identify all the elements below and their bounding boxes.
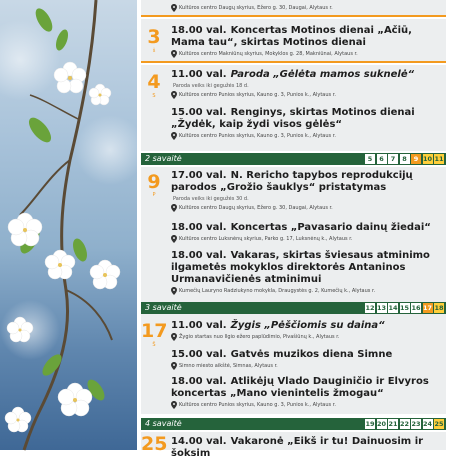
event-location (171, 333, 443, 341)
week-day-weekend: 11 (434, 155, 444, 163)
week-day-weekend: 10 (422, 155, 433, 163)
event-time: 18.00 val. (171, 250, 227, 261)
day-number: 9 (147, 171, 161, 193)
day-column (141, 167, 167, 319)
week-day: 19 (365, 420, 375, 428)
event-item (171, 222, 443, 243)
map-pin-icon (171, 4, 177, 12)
event-item (171, 69, 443, 99)
cherry-blossom-photo (0, 0, 137, 450)
week-day: 6 (377, 154, 387, 164)
week-day-strip (364, 154, 445, 164)
event-title (171, 349, 443, 361)
event-note: Paroda veiks iki gegužės 30 d. (173, 196, 249, 202)
event-name: N. Rericho tapybos reprodukcijų parodos „Grožio šauklys“ pristatymas (171, 170, 413, 193)
event-name: Koncertas „Pavasario dainų žiedai“ (230, 222, 431, 233)
event-title (171, 25, 443, 49)
week-day-strip (364, 303, 445, 313)
location-text: Kultūros centro Daugų skyrius, Ežero g. 30, Daugai, Alytaus r. (179, 5, 333, 11)
map-pin-icon (171, 132, 177, 140)
week-bar-4 (141, 418, 446, 430)
event-name: Žygis „Pėščiomis su daina“ (230, 320, 385, 331)
event-item (171, 107, 443, 140)
week-day-strip (364, 419, 445, 429)
event-item (171, 250, 443, 295)
day-abbreviation: P (152, 192, 156, 198)
event-title (171, 376, 443, 400)
map-pin-icon (171, 50, 177, 58)
event-name: Gatvės muzikos diena Simne (230, 349, 393, 360)
day-number: 17 (141, 320, 168, 342)
event-location (171, 4, 443, 12)
event-location (171, 235, 443, 243)
week-day-weekend: 25 (434, 420, 444, 428)
event-title (171, 436, 443, 460)
day-panel-9 (141, 167, 446, 319)
event-name: Vakaras, skirtas šviesaus atminimo ilgametės mokyklos direktorės Antaninos Urmanavičienės atminimui (171, 250, 430, 285)
event-time: 11.00 val. (171, 320, 227, 331)
week-day-highlighted: 17 (422, 304, 433, 312)
map-pin-icon (171, 235, 177, 243)
event-title (171, 320, 443, 332)
week-day: 12 (365, 304, 375, 312)
blossom-branch-illustration (0, 0, 137, 450)
event-name: Renginys, skirtas Motinos dienai „Žydėk, kaip žydi visos gėlės“ (171, 107, 415, 130)
event-item (171, 349, 443, 370)
day-column (141, 65, 167, 151)
event-time: 18.00 val. (171, 376, 227, 387)
week-day: 20 (376, 420, 387, 428)
event-location-row (171, 3, 443, 12)
event-time: 18.00 val. (171, 222, 227, 233)
event-item (171, 436, 443, 460)
event-item (171, 320, 443, 341)
week-day-highlighted: 9 (411, 154, 421, 164)
event-time: 11.00 val. (171, 69, 227, 80)
week-day: 14 (388, 304, 398, 312)
location-text: Kumečių Lauryno Radziukyno mokykla, Draugystės g. 2, Kumečių k., Alytaus r. (179, 288, 376, 294)
day-column (141, 316, 167, 414)
event-time: 15.00 val. (171, 107, 227, 118)
week-day-weekend: 18 (434, 304, 444, 312)
week-day: 7 (388, 154, 398, 164)
week-day: 24 (422, 420, 433, 428)
day-number: 25 (141, 433, 168, 455)
location-text: Kultūros centro Makniūnų skyrius, Mokyklos g. 28, Makniūnai, Alytaus r. (179, 51, 358, 57)
week-day: 21 (388, 420, 398, 428)
week-day: 22 (399, 420, 410, 428)
week-bar-2 (141, 153, 446, 165)
week-label: 4 savaitė (145, 419, 182, 428)
event-title (171, 170, 443, 194)
day-number: 3 (147, 26, 161, 48)
location-text: Kultūros centro Punios skyrius, Kauno g. 3, Punios k., Alytaus r. (179, 92, 336, 98)
week-label: 3 savaitė (145, 303, 182, 312)
event-title (171, 107, 443, 131)
event-location (171, 401, 443, 409)
event-item (171, 376, 443, 409)
location-text: Kultūros centro Luksnėnų skyrius, Parko g. 17, Luksnėnų k., Alytaus r. (179, 236, 353, 242)
event-time: 15.00 val. (171, 349, 227, 360)
day-abbreviation: Š (152, 342, 156, 348)
event-time: 18.00 val. (171, 25, 227, 36)
week-day: 5 (365, 154, 375, 164)
day-column (141, 432, 168, 455)
day-number: 4 (147, 71, 161, 93)
location-text: Žygio startas nuo Ilgio ežero paplūdimio, Pivašiūnų k., Alytaus r. (179, 334, 340, 340)
location-text: Kultūros centro Daugų skyrius, Ežero g. 30, Daugai, Alytaus r. (179, 205, 333, 211)
location-text: Kultūros centro Punios skyrius, Kauno g. 3, Punios k., Alytaus r. (179, 402, 336, 408)
map-pin-icon (171, 204, 177, 212)
event-schedule (137, 0, 450, 459)
event-name: Koncertas Motinos dienai „Ačiū, Mama tau“, skirtas Motinos dienai (171, 25, 412, 48)
event-name: Paroda „Gėlėta mamos suknelė“ (230, 69, 415, 80)
event-title (171, 222, 443, 234)
event-location (171, 132, 443, 140)
event-time: 17.00 val. (171, 170, 227, 181)
map-pin-icon (171, 287, 177, 295)
event-location (171, 287, 443, 295)
event-item (171, 170, 443, 212)
location-text: Kultūros centro Punios skyrius, Kauno g. 3, Punios k., Alytaus r. (179, 133, 336, 139)
day-abbreviation: S (152, 93, 156, 99)
day-abbreviation: š (152, 48, 156, 54)
event-name: Atlikėjų Vlado Dauginičio ir Elvyros koncertas „Mano vienintelis žmogau“ (171, 376, 429, 399)
previous-day-fragment (141, 0, 446, 17)
week-label: 2 savaitė (145, 154, 182, 163)
week-day: 8 (400, 154, 410, 164)
event-name: Vakaronė „Eikš ir tu! Dainuosim ir šoksim (171, 436, 424, 459)
day-panel-4 (141, 65, 446, 151)
map-pin-icon (171, 401, 177, 409)
event-item (171, 25, 443, 58)
week-day: 16 (411, 304, 421, 312)
week-bar-3 (141, 302, 446, 314)
day-column (141, 19, 167, 61)
day-panel-3 (141, 19, 446, 63)
event-location (171, 50, 443, 58)
event-note: Paroda veiks iki gegužės 18 d. (173, 83, 249, 89)
week-day: 15 (399, 304, 410, 312)
day-panel-17 (141, 316, 446, 414)
map-pin-icon (171, 91, 177, 99)
map-pin-icon (171, 333, 177, 341)
event-location (171, 362, 443, 370)
day-panel-25 (141, 432, 446, 459)
event-title (171, 250, 443, 286)
event-location (171, 91, 443, 99)
map-pin-icon (171, 362, 177, 370)
location-text: Simno miesto aikštė, Simnas, Alytaus r. (179, 363, 278, 369)
week-day: 13 (376, 304, 387, 312)
event-location (171, 204, 443, 212)
week-day: 23 (411, 420, 421, 428)
event-time: 14.00 val. (171, 436, 227, 447)
event-title (171, 69, 443, 81)
